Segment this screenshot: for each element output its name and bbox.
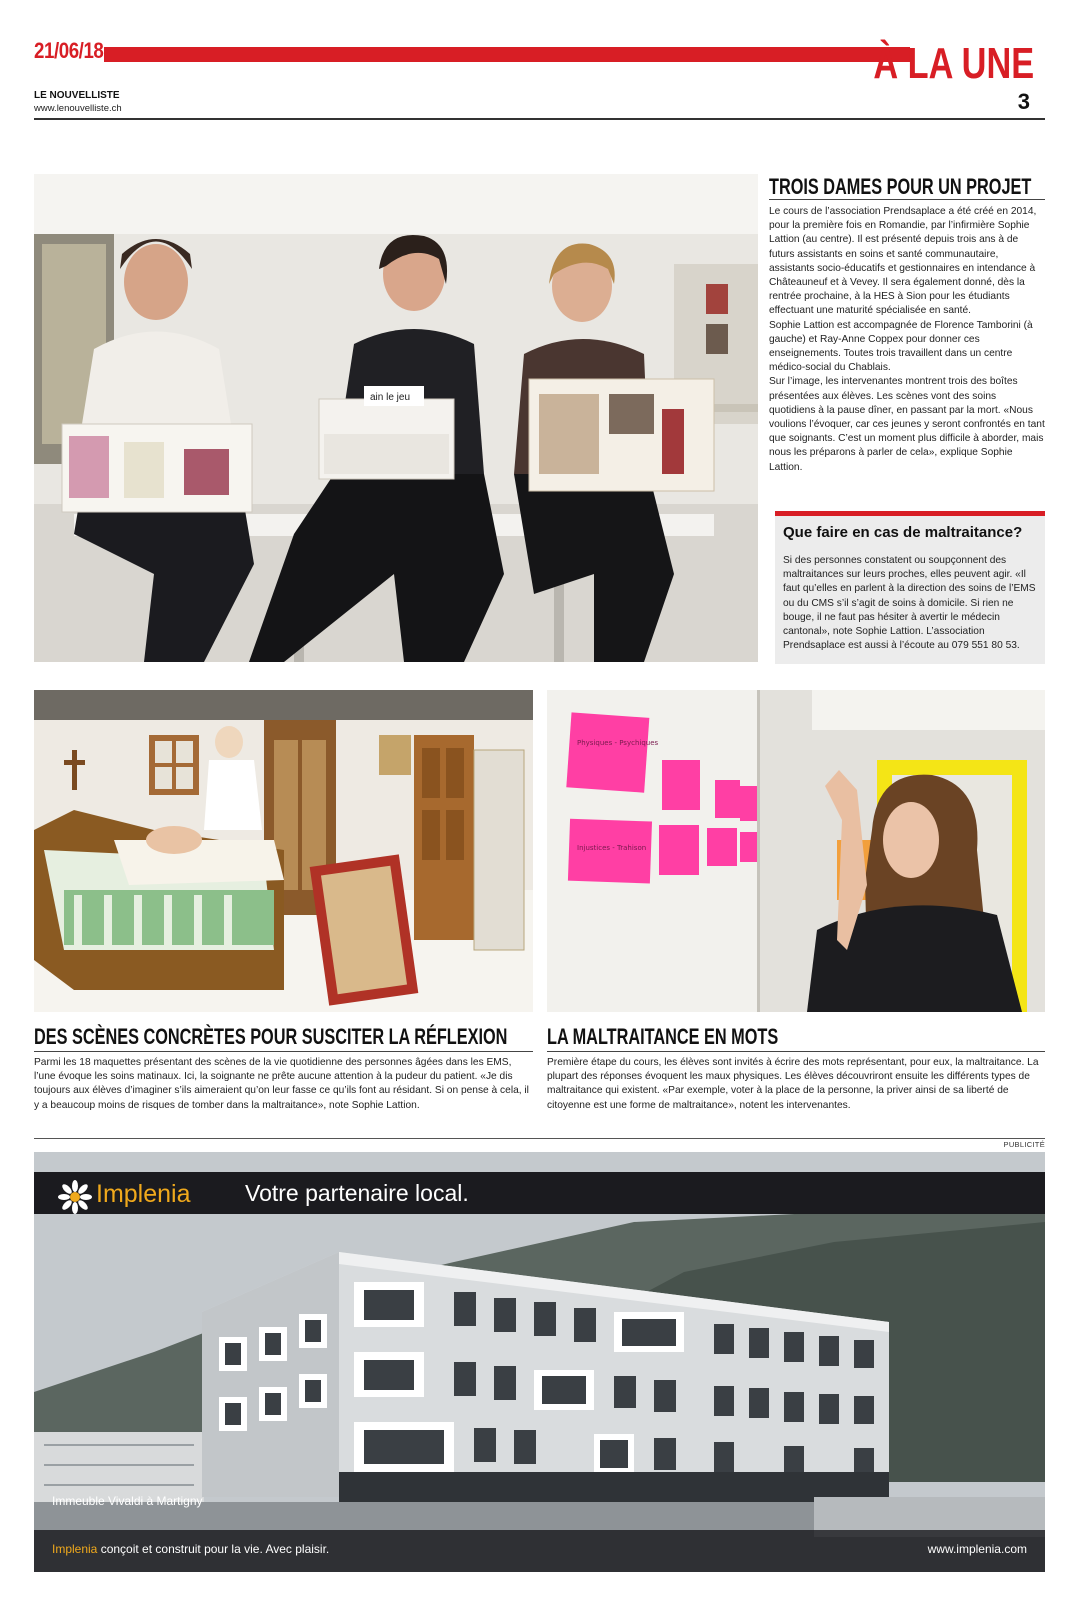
info-box-title: Que faire en cas de maltraitance? [783,524,1023,541]
bedroom-scene-illustration [34,690,533,1012]
article-main-paragraph: Sur l’image, les intervenantes montrent trois des boîtes présentées aux élèves. Les scènes vont des soins quotidiens à la pause dîner, en passant par la mort. «Nous voulions l’évoquer, car ces jeunes y seront confrontés en tant que soignants. C’est un moment plus difficile à aborder, mais nous les préparons à parler de cela», explique Sophie Lattion. [769,376,1045,473]
info-box-text: Si des personnes constatent ou soupçonnent des maltraitances sur leurs proches, elles peuvent agir. «Il faut qu’elles en parlent à la direction des soins de l’EMS ou du CMS s’il s’agit de soins à domicile. Si rien ne bouge, il ne faut pas hésiter à avertir le médecin cantonal», note Sophie Lattion. L’association Prendsaplace est aussi à l’écoute au 079 551 80 53. [783,555,1036,652]
main-photo-illustration [34,174,758,662]
section-title: À LA UNE [873,39,1034,88]
issue-date: 21/06/18 [34,38,104,63]
advertisement-label: PUBLICITÉ [1003,1140,1045,1149]
article-left-title-rule [34,1051,533,1052]
ad-tagline [52,1542,329,1556]
article-right-title: LA MALTRAITANCE EN MOTS [547,1024,779,1049]
page-number: 3 [1017,89,1030,114]
info-box-accent-bar [775,511,1045,516]
ad-website-link[interactable]: www.implenia.com [927,1542,1027,1556]
advertisement[interactable] [34,1152,1045,1572]
header-red-bar [104,47,910,62]
ad-tagline-text: conçoit et construit pour la vie. Avec plaisir. [97,1542,330,1556]
bedroom-photo [34,690,533,1012]
doll-sign-text: ain le jeu [370,392,411,403]
header-rule [34,118,1045,120]
main-photo [34,174,758,662]
advertisement-rule [34,1138,1045,1139]
postit-note-text: Physiques - Psychiques [577,739,659,747]
postit-scene-illustration [547,690,1045,1012]
article-main-paragraph: Le cours de l’association Prendsaplace a été créé en 2014, pour la première fois en Romandie, par l’infirmière Sophie Lattion (au centre). Il est présenté depuis trois ans à de futurs assistants en soins et santé communautaire, assistants socio-éducatifs et gestionnaires en intendance à Châteauneuf et à Vevey. Il sera également donné, dès la rentrée prochaine, à la HES à Sion pour les étudiants effectuant une maturité spécialisée en santé. [769,206,1037,317]
article-left-body: Parmi les 18 maquettes présentant des scènes de la vie quotidienne des personnes âgées dans les EMS, l’une évoque les soins matinaux. Ici, la soignante ne prête aucune attention à la pudeur du patient. «Je dis toujours aux élèves d’imaginer s’ils aimeraient qu’on leur fasse ce qu’ils font au résidant. Si on pense à cela, il y a beaucoup moins de risques de tomber dans la maltraitance», note Sophie Lattion. [34,1057,529,1111]
postit-photo [547,690,1045,1012]
ad-building-illustration [34,1152,1045,1572]
ad-photo-caption: Immeuble Vivaldi à Martigny [52,1494,203,1508]
ad-slogan: Votre partenaire local. [245,1180,469,1206]
article-main-paragraph: Sophie Lattion est accompagnée de Florence Tamborini (à gauche) et Ray-Anne Coppex pour donner ces enseignements. Toutes trois travaillent dans un centre médico-social du Chablais. [769,319,1033,374]
article-right-title-rule [547,1051,1045,1052]
article-right-body: Première étape du cours, les élèves sont invités à écrire des mots représentant, pour eux, la maltraitance. La plupart des réponses évoquent les maux physiques. Les élèves découvriront ensuite les différents types de maltraitance qui existent. «Par exemple, voter à la place de la personne, la priver ainsi de sa liberté de citoyenne est une forme de maltraitance», notent les intervenantes. [547,1057,1039,1111]
article-main-body [769,205,1045,475]
implenia-flower-logo-icon [58,1180,92,1214]
article-main-title-rule [769,199,1045,200]
article-main-title: TROIS DAMES POUR UN PROJET [769,174,1032,199]
article-left-title: DES SCÈNES CONCRÈTES POUR SUSCITER LA RÉFLEXION [34,1024,508,1049]
ad-tagline-brand: Implenia [52,1542,98,1556]
ad-brand-name: Implenia [96,1180,191,1208]
postit-note-text: Injustices - Trahison [577,844,647,852]
newspaper-url[interactable]: www.lenouvelliste.ch [34,103,122,114]
newspaper-name: LE NOUVELLISTE [34,90,120,101]
